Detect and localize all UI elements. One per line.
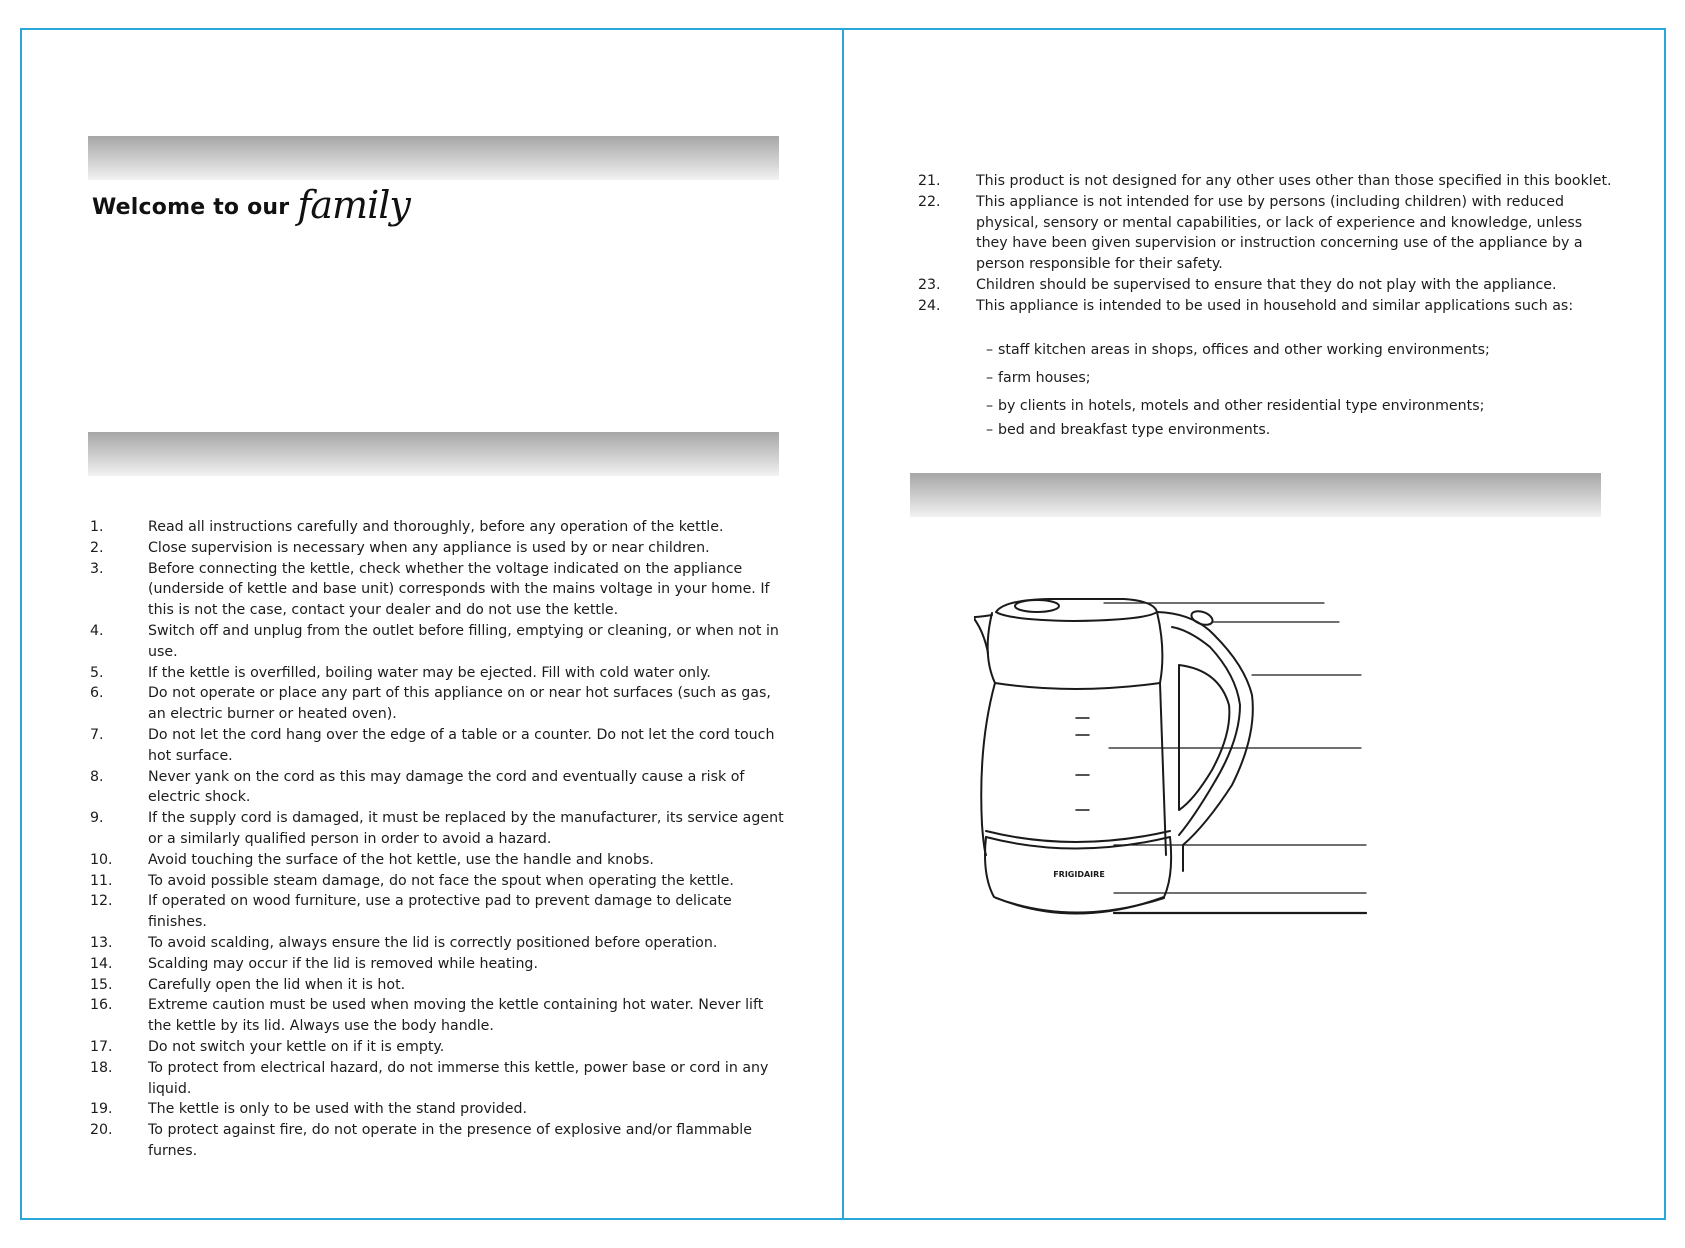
safety-item-number: 6.: [90, 685, 104, 702]
safety-list-continued: [918, 171, 1618, 317]
bullet-dash: –: [986, 342, 994, 358]
safety-item-number: 10.: [90, 851, 113, 868]
safety-item-number: 5.: [90, 664, 104, 681]
safety-item-text: The kettle is only to be used with the stand provided.: [148, 1101, 527, 1118]
safety-item-number: 3.: [90, 560, 104, 577]
application-item: [986, 368, 1490, 388]
safety-item: [918, 192, 1618, 275]
application-item-text: bed and breakfast type environments.: [998, 422, 1271, 438]
safety-item: [90, 538, 790, 559]
safety-item-text: Avoid touching the surface of the hot kettle, use the handle and knobs.: [148, 851, 654, 868]
safety-item-text: Carefully open the lid when it is hot.: [148, 976, 406, 993]
safety-item-number: 19.: [90, 1101, 113, 1118]
safety-item-number: 24.: [918, 297, 941, 314]
safety-item: [90, 933, 790, 954]
safety-item-text: To avoid scalding, always ensure the lid is correctly positioned before operation.: [148, 934, 718, 951]
safety-item: [90, 995, 790, 1037]
safety-item: [90, 725, 790, 767]
safety-item-number: 2.: [90, 539, 104, 556]
safety-item: [918, 171, 1618, 192]
application-item-text: staff kitchen areas in shops, offices and other working environments;: [998, 342, 1490, 358]
safety-item-text: Do not operate or place any part of this appliance on or near hot surfaces (such as gas, an electric burner or heated oven).: [148, 685, 771, 723]
safety-item-number: 22.: [918, 193, 941, 210]
safety-item-text: Extreme caution must be used when moving the kettle containing hot water. Never lift the kettle by its lid. Always use the body handle.: [148, 997, 764, 1035]
application-item-text: farm houses;: [998, 370, 1091, 386]
kettle-illustration-icon: [974, 555, 1574, 975]
safety-item-number: 11.: [90, 872, 113, 889]
safety-item-text: Before connecting the kettle, check whether the voltage indicated on the appliance (underside of kettle and base unit) corresponds with the mains voltage in your home. If this is not the case, contact your dealer and do not use the kettle.: [148, 560, 770, 619]
safety-item-text: Close supervision is necessary when any appliance is used by or near children.: [148, 539, 710, 556]
safety-item-text: Never yank on the cord as this may damage the cord and eventually cause a risk of electric shock.: [148, 768, 745, 806]
safety-item: [918, 296, 1618, 317]
safety-item-text: This appliance is intended to be used in household and similar applications such as:: [976, 297, 1574, 314]
kettle-brand-label: FRIGIDAIRE: [1053, 870, 1105, 879]
safety-item-number: 14.: [90, 955, 113, 972]
application-item: [986, 340, 1490, 360]
safety-item: [90, 871, 790, 892]
safety-item-number: 17.: [90, 1038, 113, 1055]
application-item: [986, 396, 1490, 416]
safety-item-text: If the kettle is overfilled, boiling water may be ejected. Fill with cold water only.: [148, 664, 711, 681]
safety-item-number: 16.: [90, 997, 113, 1014]
welcome-prefix: Welcome to our: [92, 195, 290, 220]
safety-item-text: To protect from electrical hazard, do not immerse this kettle, power base or cord in any liquid.: [148, 1059, 769, 1097]
kettle-handle: [1157, 612, 1253, 871]
safety-item: [90, 621, 790, 663]
safety-item-number: 13.: [90, 934, 113, 951]
safety-item-text: To avoid possible steam damage, do not face the spout when operating the kettle.: [148, 872, 734, 889]
safety-item-number: 7.: [90, 726, 104, 743]
safety-item-text: To protect against fire, do not operate in the presence of explosive and/or flammable furnes.: [148, 1122, 752, 1159]
safety-item-number: 18.: [90, 1059, 113, 1076]
kettle-switch: [1190, 609, 1215, 628]
safety-item: [90, 891, 790, 933]
application-item: [986, 420, 1490, 440]
safety-item-text: Children should be supervised to ensure that they do not play with the appliance.: [976, 276, 1557, 293]
welcome-script-word: family: [297, 183, 410, 227]
safety-item-text: This appliance is not intended for use by persons (including children) with reduced physical, sensory or mental capabilities, or lack of experience and knowledge, unless they have been given supervision or instruction concerning use of the appliance by a person responsible for their safety.: [976, 193, 1583, 273]
safety-item: [918, 275, 1618, 296]
bullet-dash: –: [986, 370, 994, 386]
application-item-text: by clients in hotels, motels and other residential type environments;: [998, 398, 1485, 414]
safety-item-number: 9.: [90, 810, 104, 827]
applications-list: [986, 340, 1490, 444]
safety-item: [90, 767, 790, 809]
safety-item: [90, 1058, 790, 1100]
safety-item: [90, 559, 790, 621]
safety-item: [90, 663, 790, 684]
bullet-dash: –: [986, 422, 994, 438]
safety-item-number: 8.: [90, 768, 104, 785]
safety-item: [90, 954, 790, 975]
section-band-safety: [88, 432, 779, 476]
safety-item-text: Switch off and unplug from the outlet before filling, emptying or cleaning, or when not in use.: [148, 622, 779, 660]
left-page: [20, 28, 844, 1220]
bullet-dash: –: [986, 398, 994, 414]
safety-item-text: Read all instructions carefully and thoroughly, before any operation of the kettle.: [148, 519, 724, 535]
safety-item: [90, 850, 790, 871]
safety-item-number: 21.: [918, 173, 941, 189]
safety-item: [90, 1037, 790, 1058]
safety-item-number: 4.: [90, 622, 104, 639]
section-band-parts: [910, 473, 1601, 517]
safety-item-number: 20.: [90, 1122, 113, 1139]
safety-item-number: 12.: [90, 893, 113, 910]
safety-item: [90, 517, 790, 538]
safety-item: [90, 1099, 790, 1120]
welcome-heading: [92, 183, 410, 263]
safety-item-text: Do not switch your kettle on if it is empty.: [148, 1038, 445, 1055]
safety-item-text: Do not let the cord hang over the edge of a table or a counter. Do not let the cord touch hot surface.: [148, 726, 775, 764]
section-band-top: [88, 136, 779, 180]
safety-item-text: This product is not designed for any other uses other than those specified in this booklet.: [976, 173, 1612, 189]
safety-item: [90, 683, 790, 725]
safety-item: [90, 1120, 790, 1162]
safety-list: [90, 517, 790, 1162]
right-page: [842, 28, 1666, 1220]
safety-item-number: 15.: [90, 976, 113, 993]
safety-item-number: 1.: [90, 519, 104, 535]
safety-item: [90, 808, 790, 850]
safety-item-text: Scalding may occur if the lid is removed while heating.: [148, 955, 538, 972]
safety-item-number: 23.: [918, 276, 941, 293]
safety-item-text: If the supply cord is damaged, it must be replaced by the manufacturer, its service agent or a similarly qualified person in order to avoid a hazard.: [148, 810, 784, 847]
safety-item: [90, 975, 790, 996]
safety-item-text: If operated on wood furniture, use a protective pad to prevent damage to delicate finishes.: [148, 893, 732, 931]
